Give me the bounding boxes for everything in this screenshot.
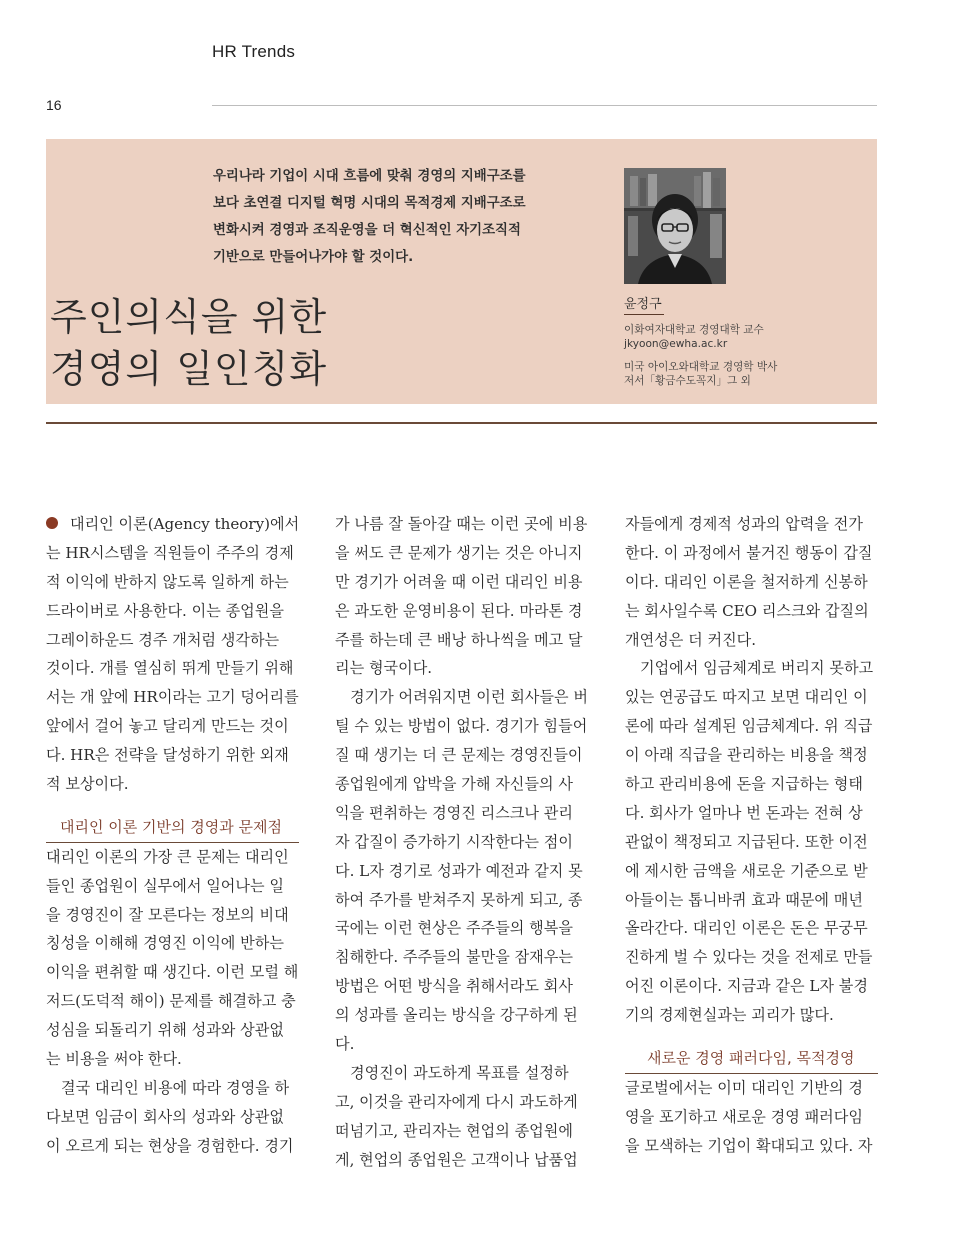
body-line: 을 모색하는 기업이 확대되고 있다. 자 (625, 1136, 873, 1155)
body-line: 자들에게 경제적 성과의 압력을 전가 (625, 515, 863, 533)
body-line: 진하게 벌 수 있다는 것을 전제로 만들 (625, 948, 873, 967)
body-column-2 (335, 510, 588, 1174)
body-line: 가 나름 잘 돌아갈 때는 이런 곳에 비용 (335, 515, 588, 533)
body-line: 을 써도 큰 문제가 생기는 것은 아니지 (335, 543, 583, 562)
body-line: 다. 회사가 얼마나 번 돈과는 전혀 상 (625, 803, 863, 822)
body-line: 다. HR은 전략을 달성하기 위한 외재 (46, 746, 289, 765)
body-line: 다. L자 경기로 성과가 예전과 같지 못 (335, 861, 583, 880)
author-degree: 미국 아이오와대학교 경영학 박사 (624, 361, 778, 373)
section-label: HR Trends (212, 42, 296, 61)
body-line: 떠넘기고, 관리자는 현업의 종업원에 (335, 1121, 573, 1140)
article-hero (46, 139, 877, 404)
body-line: 은 과도한 운영비용이 된다. 마라톤 경 (335, 601, 583, 620)
body-line: 대리인 이론(Agency theory)에서 (46, 510, 299, 539)
lead-paragraph (213, 163, 553, 271)
body-line: 만 경기가 어려울 때 이런 대리인 비용 (335, 572, 583, 591)
lead-line: 우리나라 기업이 시대 흐름에 맞춰 경영의 지배구조를 (213, 169, 526, 184)
body-line: 올라간다. 대리인 이론은 돈은 무궁무 (625, 919, 868, 938)
body-column-1 (46, 510, 299, 1161)
subhead-wrap (625, 1044, 878, 1073)
lead-line: 기반으로 만들어나가야 할 것이다. (213, 250, 414, 265)
body-line: 적 이익에 반하지 않도록 일하게 하는 (46, 572, 289, 591)
subheading: 대리인 이론 기반의 경영과 문제점 (60, 817, 282, 836)
body-line: 하고 관리비용에 돈을 지급하는 형태 (625, 775, 863, 794)
body-line: 앞에서 걸어 놓고 달리게 만드는 것이 (46, 717, 289, 736)
body-line: 한다. 이 과정에서 불거진 행동이 갑질 (625, 543, 873, 562)
body-line: 경기가 어려워지면 이런 회사들은 버 (350, 688, 588, 707)
body-line: 그레이하운드 경주 개처럼 생각하는 (46, 630, 280, 649)
author-info (624, 293, 864, 388)
body-line: 자 갑질이 증가하기 시작한다는 점이 (335, 832, 573, 851)
body-line: 들인 종업원이 실무에서 일어나는 일 (46, 876, 284, 895)
author-name: 윤정구 (624, 293, 664, 315)
body-line: 방법은 어떤 방식을 취해서라도 회사 (335, 977, 573, 996)
bullet-dot-icon (46, 517, 58, 529)
body-line: 영을 포기하고 새로운 경영 패러다임 (625, 1107, 863, 1126)
body-line: 어진 이론이다. 지금과 같은 L자 불경 (625, 977, 868, 996)
body-line: 있는 연공급도 따지고 보면 대리인 이 (625, 688, 868, 707)
body-line: 을 경영진이 잘 모른다는 정보의 비대 (46, 905, 289, 924)
body-line: 드라이버로 사용한다. 이는 종업원을 (46, 601, 284, 620)
body-line: 기업에서 임금체계로 버리지 못하고 (640, 659, 874, 678)
article-title (50, 291, 327, 395)
body-line: 관없이 책정되고 지급된다. 또한 이전 (625, 832, 868, 851)
body-line: 다. (335, 1035, 355, 1054)
body-line: 리는 형국이다. (335, 659, 433, 678)
body-line: 는 HR시스템을 직원들이 주주의 경제 (46, 543, 294, 562)
body-line: 서는 개 앞에 HR이라는 고기 덩어리를 (46, 688, 299, 707)
body-line: 론에 따라 설계된 임금체계다. 위 직급 (625, 717, 873, 736)
body-line: 것이다. 개를 열심히 뛰게 만들기 위해 (46, 659, 294, 678)
author-photo (624, 168, 726, 284)
subheading: 새로운 경영 패러다임, 목적경영 (647, 1049, 855, 1068)
body-line: 경영진이 과도하게 목표를 설정하 (350, 1063, 569, 1082)
title-line: 경영의 일인칭화 (50, 347, 328, 391)
body-line: 주를 하는데 큰 배낭 하나씩을 메고 달 (335, 630, 583, 649)
header-divider (212, 105, 877, 106)
body-column-3 (625, 510, 878, 1161)
body-line: 하여 주가를 받쳐주지 못하게 되고, 종 (335, 890, 583, 909)
body-line: 아들이는 톱니바퀴 효과 때문에 매년 (625, 890, 863, 909)
body-line: 이 아래 직급을 관리하는 비용을 책정 (625, 746, 868, 765)
lead-line: 변화시켜 경영과 조직운영을 더 혁신적인 자기조직적 (213, 223, 521, 238)
body-line: 저드(도덕적 해이) 문제를 해결하고 충 (46, 992, 296, 1011)
body-line: 국에는 이런 현상은 주주들의 행복을 (335, 919, 573, 938)
body-line: 에 제시한 금액을 새로운 기준으로 받 (625, 861, 868, 880)
subhead-wrap (46, 813, 299, 842)
body-line: 틸 수 있는 방법이 없다. 경기가 힘들어 (335, 717, 588, 736)
body-line: 익을 편취하는 경영진 리스크나 관리 (335, 803, 573, 822)
author-portrait-image (624, 168, 726, 284)
body-line: 이익을 편취할 때 생긴다. 이런 모럴 해 (46, 963, 299, 982)
body-line: 다보면 임금이 회사의 성과와 상관없 (46, 1107, 284, 1126)
author-email: jkyoon@ewha.ac.kr (624, 338, 728, 350)
body-line: 이다. 대리인 이론을 철저하게 신봉하 (625, 572, 868, 591)
body-line: 이 오르게 되는 현상을 경험한다. 경기 (46, 1136, 294, 1155)
page-number: 16 (46, 97, 62, 113)
body-line: 개연성은 더 커진다. (625, 630, 757, 649)
body-line: 글로벌에서는 이미 대리인 기반의 경 (625, 1078, 863, 1097)
hero-divider (46, 422, 877, 424)
body-line: 적 보상이다. (46, 775, 129, 794)
body-line: 고, 이것을 관리자에게 다시 과도하게 (335, 1092, 578, 1111)
body-line: 대리인 이론의 가장 큰 문제는 대리인 (46, 847, 289, 866)
body-line: 의 성과를 올리는 방식을 강구하게 된 (335, 1006, 578, 1025)
body-line: 칭성을 이해해 경영진 이익에 반하는 (46, 934, 284, 953)
body-line: 는 회사일수록 CEO 리스크와 갑질의 (625, 601, 869, 620)
author-affiliation: 이화여자대학교 경영대학 교수 (624, 324, 764, 336)
body-line: 는 비용을 써야 한다. (46, 1050, 182, 1069)
title-line: 주인의식을 위한 (50, 295, 328, 339)
body-line: 결국 대리인 비용에 따라 경영을 하 (61, 1078, 290, 1097)
body-line: 성심을 되돌리기 위해 성과와 상관없 (46, 1021, 284, 1040)
body-line: 질 때 생기는 더 큰 문제는 경영진들이 (335, 746, 583, 765)
body-line: 게, 현업의 종업원은 고객이나 납품업 (335, 1150, 578, 1169)
body-line: 종업원에게 압박을 가해 자신들의 사 (335, 775, 573, 794)
lead-line: 보다 초연결 디지털 혁명 시대의 목적경제 지배구조로 (213, 196, 526, 211)
body-line: 기의 경제현실과는 괴리가 많다. (625, 1006, 834, 1025)
author-book: 저서「황금수도꼭지」그 외 (624, 375, 751, 387)
body-line: 침해한다. 주주들의 불만을 잠재우는 (335, 948, 573, 967)
